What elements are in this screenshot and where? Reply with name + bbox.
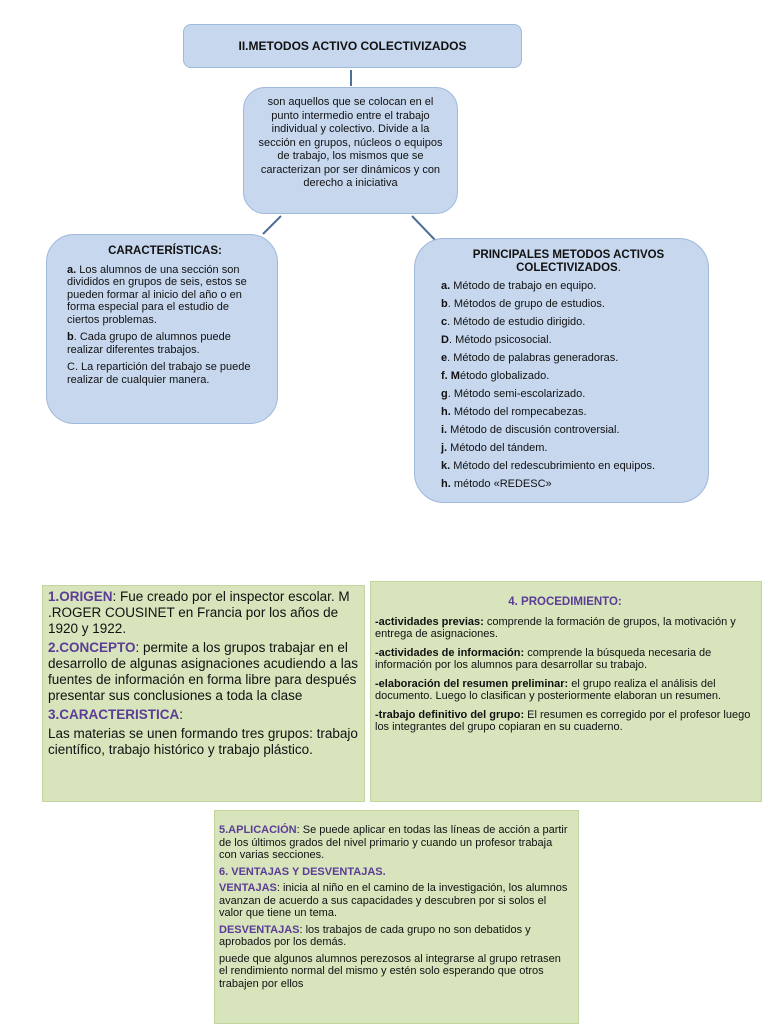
- metodos-list: [441, 277, 696, 493]
- metodo-item: c. Método de estudio dirigido.: [441, 316, 586, 328]
- metodo-item: g. Método semi-escolarizado.: [441, 388, 586, 400]
- procedimiento-item: -trabajo definitivo del grupo: El resumen es corregido por el profesor luego los integrantes del grupo copiaran en su cuaderno.: [375, 708, 751, 733]
- aplicacion-label: 5.APLICACIÓN: [219, 824, 297, 836]
- concepto-paragraph: 2.CONCEPTO: permite a los grupos trabajar en el desarrollo de algunas asignaciones acudiendo a las fuentes de información en forma libre para después presentar sus conclusiones a toda la clase: [48, 640, 358, 703]
- principales-metodos-box: [414, 238, 709, 503]
- procedimiento-item: -actividades previas: comprende la formación de grupos, la motivación y entrega de asignaciones.: [375, 615, 736, 640]
- ventajas-paragraph: VENTAJAS: inicia al niño en el camino de la investigación, los alumnos avanzan de acuerdo a sus capacidades y descubren por si solos el valor que tiene un tema.: [219, 882, 568, 919]
- metodo-item: e. Método de palabras generadoras.: [441, 352, 619, 364]
- procedimiento-title: 4. PROCEDIMIENTO:: [508, 596, 622, 608]
- definition-box: [243, 87, 458, 214]
- metodo-item: i. Método de discusión controversial.: [441, 424, 620, 436]
- metodo-item: a. Método de trabajo en equipo.: [441, 280, 597, 292]
- diagram-title-box: [183, 24, 522, 68]
- metodo-item: h. método «REDESC»: [441, 478, 552, 490]
- definition-text: son aquellos que se colocan en el punto intermedio entre el trabajo individual y colectivo. Divide a la sección en grupos, núcleos o equipos de trabajo, los mismos que se caracterizan por ser dinámicos y con derecho a iniciativa: [258, 96, 443, 189]
- desventajas-label: DESVENTAJAS: [219, 923, 300, 936]
- origen-paragraph: 1.ORIGEN: Fue creado por el inspector escolar. M .ROGER COUSINET en Francia por los años de 1920 y 1922.: [48, 589, 350, 636]
- caracteristica-item: a. Los alumnos de una sección son divididos en grupos de seis, estos se pueden formar al inicio del año o en forma especial para el estudio de ciertos problemas.: [67, 263, 247, 326]
- diagram-title: II.METODOS ACTIVO COLECTIVIZADOS: [238, 39, 467, 53]
- caracteristica-heading: 3.CARACTERISTICA:: [48, 707, 184, 722]
- ventajas-heading: 6. VENTAJAS Y DESVENTAJAS.: [219, 865, 386, 878]
- metodo-item: f. Método globalizado.: [441, 370, 550, 382]
- origen-concepto-box: [42, 585, 365, 802]
- procedimiento-item: -actividades de información: comprende la búsqueda necesaria de información por los alumnos para desarrollar su trabajo.: [375, 646, 712, 671]
- metodo-item: j. Método del tándem.: [441, 442, 548, 454]
- metodo-item: D. Método psicosocial.: [441, 334, 552, 346]
- origen-label: 1.ORIGEN: [48, 589, 113, 604]
- metodo-item: b. Métodos de grupo de estudios.: [441, 298, 605, 310]
- caracteristica-item: b. Cada grupo de alumnos puede realizar diferentes trabajos.: [67, 331, 231, 356]
- caracteristica-label: 3.CARACTERISTICA: [48, 707, 180, 722]
- caracteristicas-box: [46, 234, 278, 424]
- connector-definition-principales: [412, 216, 435, 240]
- aplicacion-ventajas-box: [214, 810, 579, 1024]
- caracteristicas-heading: CARACTERÍSTICAS:: [108, 245, 222, 257]
- concepto-label: 2.CONCEPTO: [48, 640, 136, 655]
- metodo-item: h. Método del rompecabezas.: [441, 406, 587, 418]
- procedimiento-box: [370, 581, 762, 802]
- aplicacion-paragraph: 5.APLICACIÓN: Se puede aplicar en todas las líneas de acción a partir de los últimos grados del nivel primario y cuando un profesor trabaja con varias secciones.: [219, 824, 568, 861]
- connector-definition-caracteristicas: [263, 216, 281, 234]
- extra-paragraph: puede que algunos alumnos perezosos al integrarse al grupo retrasen el rendimiento normal del mismo y estén solo esperando que otros trabajen por ellos: [219, 952, 561, 990]
- procedimiento-item: -elaboración del resumen preliminar: el grupo realiza el análisis del documento. Luego lo clasifican y posteriormente elaboran un resumen.: [375, 677, 722, 702]
- ventajas-label: VENTAJAS: [219, 882, 277, 894]
- metodo-item: k. Método del redescubrimiento en equipos.: [441, 460, 656, 472]
- caracteristica-paragraph: Las materias se unen formando tres grupos: trabajo científico, trabajo histórico y trabajo plástico.: [48, 726, 358, 757]
- principales-heading: PRINCIPALES METODOS ACTIVOS COLECTIVIZADOS.: [472, 249, 665, 274]
- caracteristica-item: C. La repartición del trabajo se puede realizar de cualquier manera.: [67, 361, 251, 386]
- desventajas-paragraph: DESVENTAJAS: los trabajos de cada grupo no son debatidos y aprobados por los demás.: [219, 923, 531, 948]
